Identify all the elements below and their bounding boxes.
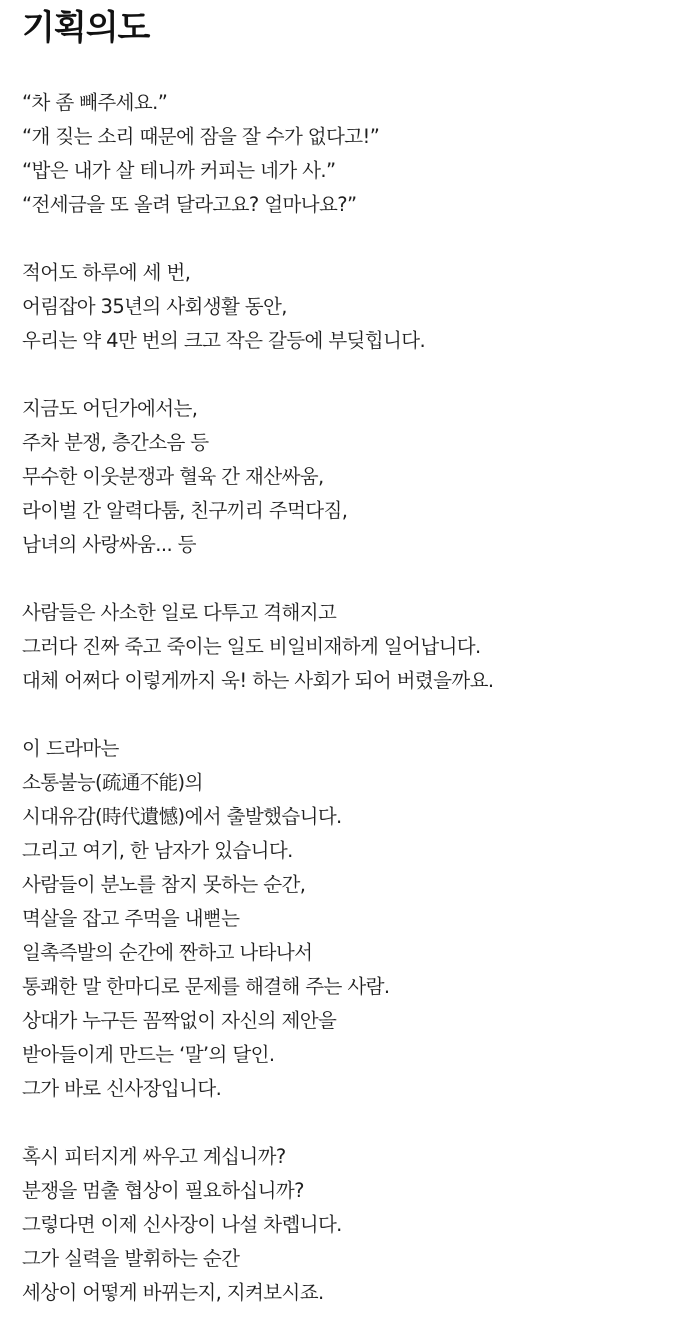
text-line: 이 드라마는 — [22, 737, 119, 760]
text-line: 사람들은 사소한 일로 다투고 격해지고 — [22, 601, 337, 624]
text-line: 시대유감(時代遺憾)에서 출발했습니다. — [22, 805, 342, 828]
page-title: 기획의도 — [22, 8, 150, 48]
paragraph — [22, 1140, 690, 1310]
text-line: 받아들이게 만드는 ‘말’의 달인. — [22, 1043, 275, 1066]
text-line: 그리고 여기, 한 남자가 있습니다. — [22, 839, 293, 862]
text-line: 그러다 진짜 죽고 죽이는 일도 비일비재하게 일어납니다. — [22, 635, 481, 658]
paragraph — [22, 596, 690, 698]
paragraph — [22, 392, 690, 562]
document-page — [22, 0, 690, 1344]
text-line: “밥은 내가 살 테니까 커피는 네가 사.” — [22, 159, 336, 182]
paragraph — [22, 256, 690, 358]
body-content — [22, 86, 690, 1310]
text-line: “차 좀 빼주세요.” — [22, 91, 168, 114]
text-line: 어림잡아 35년의 사회생활 동안, — [22, 295, 287, 318]
text-line: 사람들이 분노를 참지 못하는 순간, — [22, 873, 306, 896]
text-line: 혹시 피터지게 싸우고 계십니까? — [22, 1145, 286, 1168]
text-line: 세상이 어떻게 바뀌는지, 지켜보시죠. — [22, 1281, 324, 1304]
text-line: 그가 실력을 발휘하는 순간 — [22, 1247, 240, 1270]
text-line: 상대가 누구든 꼼짝없이 자신의 제안을 — [22, 1009, 337, 1032]
paragraph — [22, 86, 690, 222]
text-line: 일촉즉발의 순간에 짠하고 나타나서 — [22, 941, 313, 964]
text-line: 적어도 하루에 세 번, — [22, 261, 191, 284]
text-line: 통쾌한 말 한마디로 문제를 해결해 주는 사람. — [22, 975, 390, 998]
text-line: 분쟁을 멈출 협상이 필요하십니까? — [22, 1179, 304, 1202]
text-line: 소통불능(疏通不能)의 — [22, 771, 203, 794]
text-line: 무수한 이웃분쟁과 혈육 간 재산싸움, — [22, 465, 324, 488]
text-line: 남녀의 사랑싸움... 등 — [22, 533, 196, 556]
text-line: 그가 바로 신사장입니다. — [22, 1077, 222, 1100]
text-line: 멱살을 잡고 주먹을 내뻗는 — [22, 907, 240, 930]
text-line: 라이벌 간 알력다툼, 친구끼리 주먹다짐, — [22, 499, 348, 522]
text-line: “전세금을 또 올려 달라고요? 얼마나요?” — [22, 193, 357, 216]
text-line: 대체 어쩌다 이렇게까지 욱! 하는 사회가 되어 버렸을까요. — [22, 669, 494, 692]
text-line: 우리는 약 4만 번의 크고 작은 갈등에 부딪힙니다. — [22, 329, 426, 352]
text-line: 그렇다면 이제 신사장이 나설 차롑니다. — [22, 1213, 342, 1236]
text-line: 주차 분쟁, 층간소음 등 — [22, 431, 209, 454]
paragraph — [22, 732, 690, 1106]
text-line: “개 짖는 소리 때문에 잠을 잘 수가 없다고!” — [22, 125, 380, 148]
text-line: 지금도 어딘가에서는, — [22, 397, 198, 420]
